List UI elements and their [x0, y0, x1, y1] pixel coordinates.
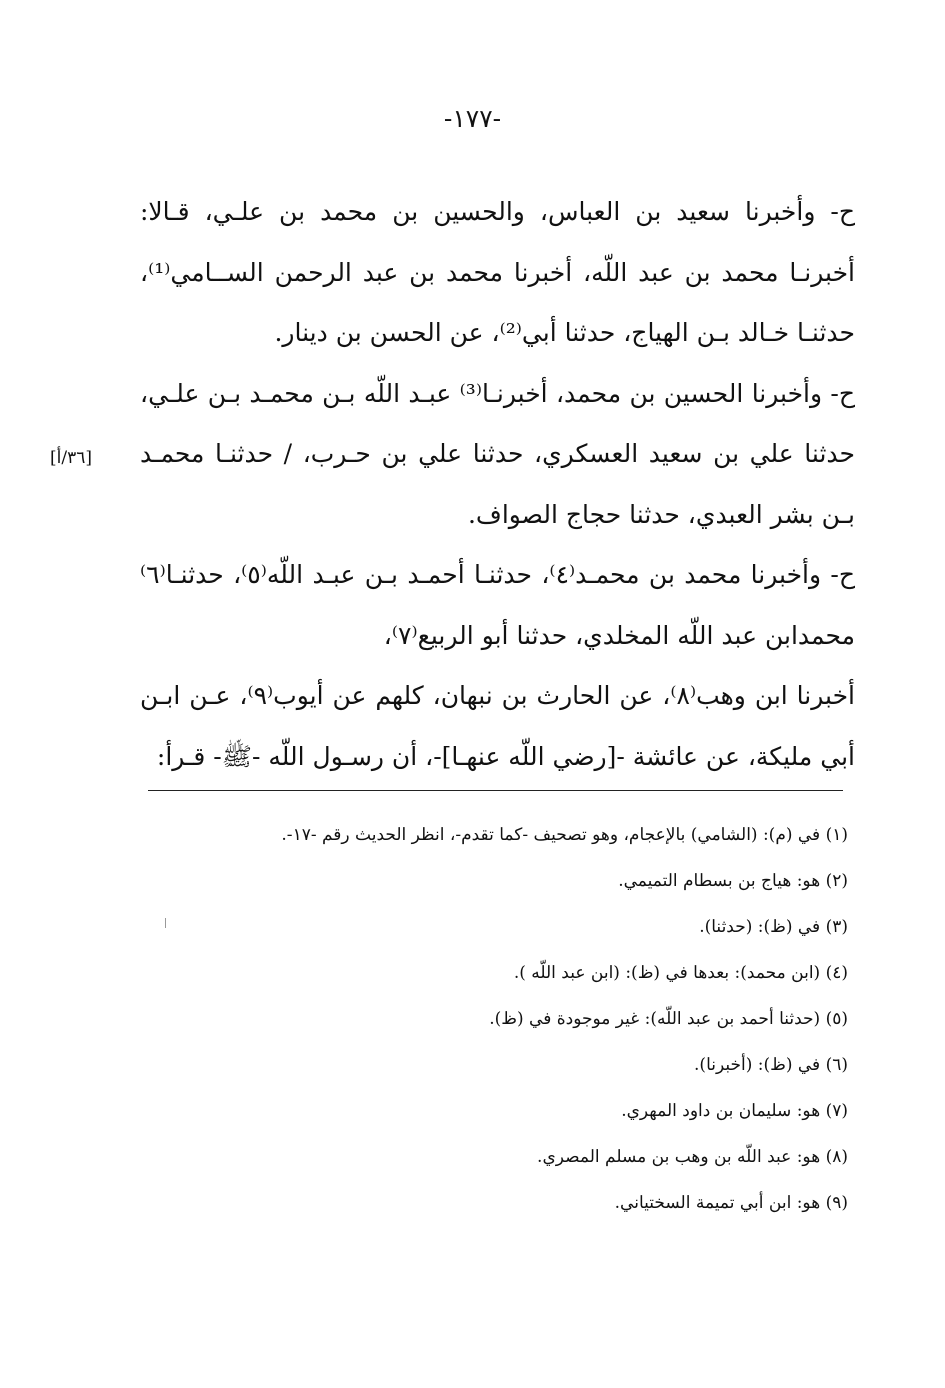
footnote-4: (٤) (ابن محمد): بعدها في (ظ): (ابن عبد اللّه ). — [513, 963, 848, 983]
footnote-6: (٦) في (ظ): (أخبرنا). — [694, 1055, 848, 1075]
hadith-paragraph-3: ح- وأخبرنا محمد بن محمـد⁽٤⁾، حدثنـا أحمـد بـن عبـد اللّه⁽٥⁾، حدثنـا⁽٦⁾ محمدابن عبد اللّه المخلدي، حدثنا أبو الربيع⁽٧⁾، — [140, 560, 855, 650]
footnote-2: (٢) هو: هياج بن بسطام التميمي. — [618, 871, 848, 891]
footnotes — [140, 812, 848, 1226]
margin-folio-note: [٣٦/أ] — [50, 448, 92, 468]
page-number: -١٧٧- — [443, 104, 502, 133]
footnote-7: (٧) هو: سليمان بن داود المهري. — [621, 1101, 848, 1121]
footnote-8: (٨) هو: عبد اللّه بن وهب بن مسلم المصري. — [537, 1147, 848, 1167]
hadith-text — [140, 182, 855, 787]
footnote-5: (٥) (حدثنا أحمد بن عبد اللّه): غير موجودة في (ظ). — [489, 1009, 848, 1029]
hadith-paragraph-1: ح- وأخبرنا سعيد بن العباس، والحسين بن محمد بن علـي، قـالا: أخبرنـا محمد بن عبد اللّه، أخبرنا محمد بن عبد الرحمن الســامي⁽¹⁾، حدثنـا خـالد بـن الهياج، حدثنا أبي⁽²⁾، عن الحسن بن دينار. — [140, 197, 855, 347]
footnote-9: (٩) هو: ابن أبي تميمة السختياني. — [614, 1193, 848, 1213]
footnote-1: (١) في (م): (الشامي) بالإعجام، وهو تصحيف -كما تقدم-، انظر الحديث رقم -١٧-. — [281, 825, 848, 845]
footnote-3: (٣) في (ظ): (حدثنا). — [699, 917, 848, 937]
scan-speck — [165, 918, 166, 928]
hadith-paragraph-2: ح- وأخبرنا الحسين بن محمد، أخبرنـا⁽³⁾ عبـد اللّه بـن محمـد بـن علـي، حدثنا علي بن سعيد العسكري، حدثنا علي بن حـرب، / حدثنـا محمـد بـن بشر العبدي، حدثنا حجاج الصواف. — [140, 378, 855, 529]
footnote-separator — [148, 790, 843, 791]
hadith-paragraph-4: أخبرنا ابن وهب⁽٨⁾، عن الحارث بن نبهان، كلهم عن أيوب⁽٩⁾، عـن ابـن أبي مليكة، عن عائشة -[رضي اللّه عنهـا]-، أن رسـول اللّه -ﷺ- قـرأ: — [140, 681, 855, 771]
